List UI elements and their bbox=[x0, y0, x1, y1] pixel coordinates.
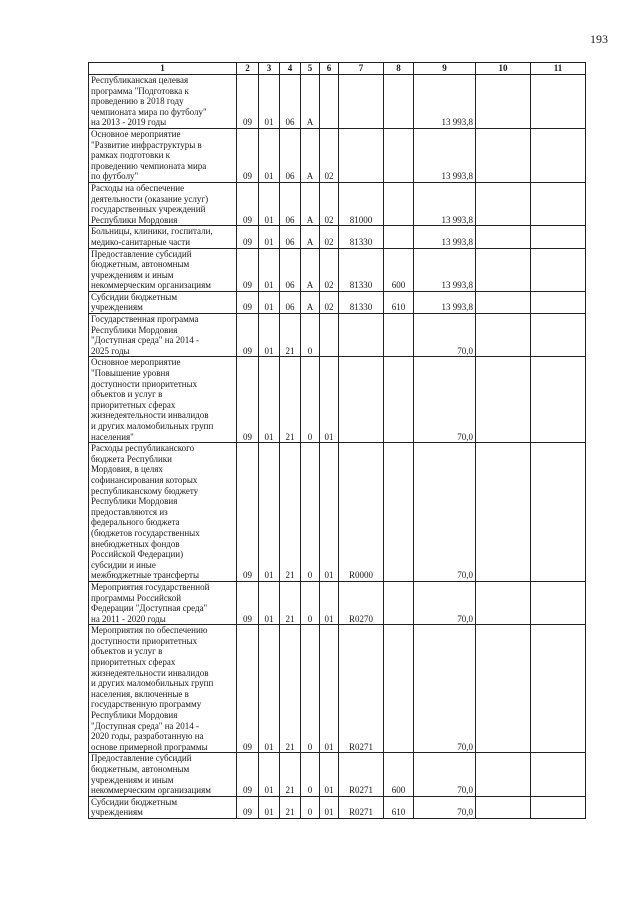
cell-col10 bbox=[476, 75, 531, 129]
cell-amount: 13 993,8 bbox=[414, 248, 476, 291]
table-row bbox=[89, 581, 586, 624]
cell-program: 06 bbox=[280, 291, 301, 313]
cell-col10 bbox=[476, 443, 531, 582]
cell-activity: 01 bbox=[320, 753, 339, 796]
cell-name: Мероприятия по обеспечению доступности приоритетных объектов и услуг в приоритетных сферах жизнедеятельности инвалидов и других маломобильных групп населения, включенные в государственную программу Республики Мордовия "Доступная среда" на 2014 - 2020 годы, разработанную на основе примерной программы bbox=[89, 625, 237, 753]
cell-section: 09 bbox=[237, 443, 259, 582]
cell-name: Расходы на обеспечение деятельности (оказание услуг) государственных учреждений Республики Мордовия bbox=[89, 182, 237, 225]
cell-subprogram: А bbox=[301, 226, 320, 248]
cell-amount: 70,0 bbox=[414, 753, 476, 796]
cell-col10 bbox=[476, 291, 531, 313]
cell-col11 bbox=[531, 182, 586, 225]
cell-amount: 70,0 bbox=[414, 625, 476, 753]
column-header: 3 bbox=[259, 63, 280, 75]
cell-subprogram: 0 bbox=[301, 357, 320, 443]
cell-section: 09 bbox=[237, 75, 259, 129]
cell-amount: 70,0 bbox=[414, 796, 476, 818]
cell-col10 bbox=[476, 248, 531, 291]
budget-table bbox=[88, 62, 586, 819]
cell-name: Республиканская целевая программа "Подготовка к проведению в 2018 году чемпионата мира по футболу" на 2013 - 2019 годы bbox=[89, 75, 237, 129]
cell-direction: R0271 bbox=[339, 796, 384, 818]
cell-subsection: 01 bbox=[259, 581, 280, 624]
cell-direction bbox=[339, 128, 384, 182]
cell-program: 06 bbox=[280, 128, 301, 182]
cell-subprogram: 0 bbox=[301, 625, 320, 753]
cell-subsection: 01 bbox=[259, 314, 280, 357]
cell-name: Основное мероприятие "Развитие инфраструктуры в рамках подготовки к проведению чемпионата мира по футболу" bbox=[89, 128, 237, 182]
cell-subsection: 01 bbox=[259, 796, 280, 818]
cell-expense-type bbox=[384, 128, 414, 182]
cell-subprogram: 0 bbox=[301, 443, 320, 582]
cell-amount: 13 993,8 bbox=[414, 182, 476, 225]
table-row bbox=[89, 753, 586, 796]
table-header-row bbox=[89, 63, 586, 75]
cell-col10 bbox=[476, 625, 531, 753]
cell-subsection: 01 bbox=[259, 291, 280, 313]
cell-activity bbox=[320, 314, 339, 357]
cell-direction: 81330 bbox=[339, 226, 384, 248]
table-row bbox=[89, 128, 586, 182]
cell-col11 bbox=[531, 75, 586, 129]
cell-amount: 13 993,8 bbox=[414, 291, 476, 313]
cell-subsection: 01 bbox=[259, 753, 280, 796]
cell-subprogram: 0 bbox=[301, 581, 320, 624]
table-row bbox=[89, 248, 586, 291]
table-row bbox=[89, 226, 586, 248]
cell-col11 bbox=[531, 314, 586, 357]
cell-program: 21 bbox=[280, 443, 301, 582]
cell-activity: 02 bbox=[320, 226, 339, 248]
cell-col10 bbox=[476, 314, 531, 357]
column-header: 4 bbox=[280, 63, 301, 75]
cell-direction bbox=[339, 75, 384, 129]
cell-program: 21 bbox=[280, 796, 301, 818]
cell-section: 09 bbox=[237, 753, 259, 796]
cell-col11 bbox=[531, 625, 586, 753]
cell-subprogram: А bbox=[301, 291, 320, 313]
cell-program: 06 bbox=[280, 75, 301, 129]
cell-section: 09 bbox=[237, 226, 259, 248]
cell-activity: 02 bbox=[320, 248, 339, 291]
cell-name: Предоставление субсидий бюджетным, автономным учреждениям и иным некоммерческим организациям bbox=[89, 753, 237, 796]
table-row bbox=[89, 443, 586, 582]
cell-expense-type bbox=[384, 625, 414, 753]
cell-name: Государственная программа Республики Мордовия "Доступная среда" на 2014 - 2025 годы bbox=[89, 314, 237, 357]
cell-expense-type bbox=[384, 357, 414, 443]
cell-direction: R0271 bbox=[339, 753, 384, 796]
cell-amount: 13 993,8 bbox=[414, 75, 476, 129]
cell-col11 bbox=[531, 291, 586, 313]
cell-section: 09 bbox=[237, 625, 259, 753]
column-header: 5 bbox=[301, 63, 320, 75]
table-row bbox=[89, 796, 586, 818]
cell-activity: 01 bbox=[320, 581, 339, 624]
column-header: 11 bbox=[531, 63, 586, 75]
cell-activity: 01 bbox=[320, 796, 339, 818]
column-header: 8 bbox=[384, 63, 414, 75]
cell-col10 bbox=[476, 581, 531, 624]
cell-col10 bbox=[476, 182, 531, 225]
table-row bbox=[89, 291, 586, 313]
cell-col11 bbox=[531, 357, 586, 443]
cell-subsection: 01 bbox=[259, 226, 280, 248]
cell-expense-type: 610 bbox=[384, 796, 414, 818]
cell-direction: 81330 bbox=[339, 248, 384, 291]
cell-expense-type bbox=[384, 75, 414, 129]
cell-direction: R0000 bbox=[339, 443, 384, 582]
cell-activity: 01 bbox=[320, 625, 339, 753]
cell-direction: 81000 bbox=[339, 182, 384, 225]
cell-direction: R0270 bbox=[339, 581, 384, 624]
cell-col11 bbox=[531, 248, 586, 291]
cell-direction: R0271 bbox=[339, 625, 384, 753]
cell-direction: 81330 bbox=[339, 291, 384, 313]
table-row bbox=[89, 75, 586, 129]
cell-subprogram: 0 bbox=[301, 314, 320, 357]
cell-subsection: 01 bbox=[259, 357, 280, 443]
cell-name: Предоставление субсидий бюджетным, автономным учреждениям и иным некоммерческим организациям bbox=[89, 248, 237, 291]
cell-subsection: 01 bbox=[259, 128, 280, 182]
cell-subprogram: 0 bbox=[301, 753, 320, 796]
cell-col11 bbox=[531, 581, 586, 624]
cell-name: Основное мероприятие "Повышение уровня доступности приоритетных объектов и услуг в приоритетных сферах жизнедеятельности инвалидов и других маломобильных групп населения" bbox=[89, 357, 237, 443]
cell-col11 bbox=[531, 128, 586, 182]
cell-expense-type bbox=[384, 226, 414, 248]
cell-program: 21 bbox=[280, 581, 301, 624]
cell-name: Больницы, клиники, госпитали, медико-санитарные части bbox=[89, 226, 237, 248]
column-header: 10 bbox=[476, 63, 531, 75]
cell-activity: 01 bbox=[320, 357, 339, 443]
cell-program: 06 bbox=[280, 248, 301, 291]
cell-subsection: 01 bbox=[259, 443, 280, 582]
cell-name: Субсидии бюджетным учреждениям bbox=[89, 291, 237, 313]
cell-direction bbox=[339, 357, 384, 443]
cell-section: 09 bbox=[237, 357, 259, 443]
cell-activity: 02 bbox=[320, 291, 339, 313]
cell-col11 bbox=[531, 796, 586, 818]
cell-program: 06 bbox=[280, 226, 301, 248]
cell-name: Мероприятия государственной программы Российской Федерации "Доступная среда" на 2011 - 2020 годы bbox=[89, 581, 237, 624]
cell-name: Расходы республиканского бюджета Республики Мордовия, в целях софинансирования которых республиканскому бюджету Республики Мордовия предоставляются из федерального бюджета (бюджетов государственных внебюджетных фондов Российской Федерации) субсидии и иные межбюджетные трансферты bbox=[89, 443, 237, 582]
cell-col10 bbox=[476, 226, 531, 248]
cell-program: 21 bbox=[280, 314, 301, 357]
cell-section: 09 bbox=[237, 581, 259, 624]
cell-amount: 70,0 bbox=[414, 443, 476, 582]
cell-col11 bbox=[531, 443, 586, 582]
cell-program: 21 bbox=[280, 357, 301, 443]
cell-activity: 01 bbox=[320, 443, 339, 582]
page-number: 193 bbox=[590, 32, 608, 46]
cell-activity: 02 bbox=[320, 128, 339, 182]
cell-section: 09 bbox=[237, 314, 259, 357]
cell-subsection: 01 bbox=[259, 625, 280, 753]
cell-section: 09 bbox=[237, 291, 259, 313]
cell-expense-type bbox=[384, 443, 414, 582]
cell-expense-type bbox=[384, 314, 414, 357]
cell-subsection: 01 bbox=[259, 75, 280, 129]
cell-subsection: 01 bbox=[259, 248, 280, 291]
cell-subsection: 01 bbox=[259, 182, 280, 225]
column-header: 1 bbox=[89, 63, 237, 75]
table-row bbox=[89, 357, 586, 443]
cell-col10 bbox=[476, 128, 531, 182]
column-header: 9 bbox=[414, 63, 476, 75]
cell-section: 09 bbox=[237, 248, 259, 291]
cell-subprogram: 0 bbox=[301, 796, 320, 818]
column-header: 2 bbox=[237, 63, 259, 75]
cell-subprogram: А bbox=[301, 75, 320, 129]
cell-expense-type: 600 bbox=[384, 248, 414, 291]
cell-amount: 70,0 bbox=[414, 581, 476, 624]
cell-name: Субсидии бюджетным учреждениям bbox=[89, 796, 237, 818]
cell-section: 09 bbox=[237, 128, 259, 182]
cell-col10 bbox=[476, 357, 531, 443]
cell-col10 bbox=[476, 796, 531, 818]
column-header: 7 bbox=[339, 63, 384, 75]
cell-amount: 70,0 bbox=[414, 314, 476, 357]
cell-expense-type: 610 bbox=[384, 291, 414, 313]
cell-col11 bbox=[531, 226, 586, 248]
table-row bbox=[89, 182, 586, 225]
cell-subprogram: А bbox=[301, 182, 320, 225]
cell-direction bbox=[339, 314, 384, 357]
cell-amount: 70,0 bbox=[414, 357, 476, 443]
cell-amount: 13 993,8 bbox=[414, 128, 476, 182]
cell-section: 09 bbox=[237, 796, 259, 818]
cell-expense-type: 600 bbox=[384, 753, 414, 796]
cell-expense-type bbox=[384, 182, 414, 225]
cell-expense-type bbox=[384, 581, 414, 624]
table-row bbox=[89, 625, 586, 753]
cell-col10 bbox=[476, 753, 531, 796]
cell-amount: 13 993,8 bbox=[414, 226, 476, 248]
cell-program: 21 bbox=[280, 625, 301, 753]
cell-subprogram: А bbox=[301, 128, 320, 182]
table-row bbox=[89, 314, 586, 357]
cell-program: 21 bbox=[280, 753, 301, 796]
cell-program: 06 bbox=[280, 182, 301, 225]
cell-col11 bbox=[531, 753, 586, 796]
cell-subprogram: А bbox=[301, 248, 320, 291]
column-header: 6 bbox=[320, 63, 339, 75]
cell-activity bbox=[320, 75, 339, 129]
cell-section: 09 bbox=[237, 182, 259, 225]
cell-activity: 02 bbox=[320, 182, 339, 225]
